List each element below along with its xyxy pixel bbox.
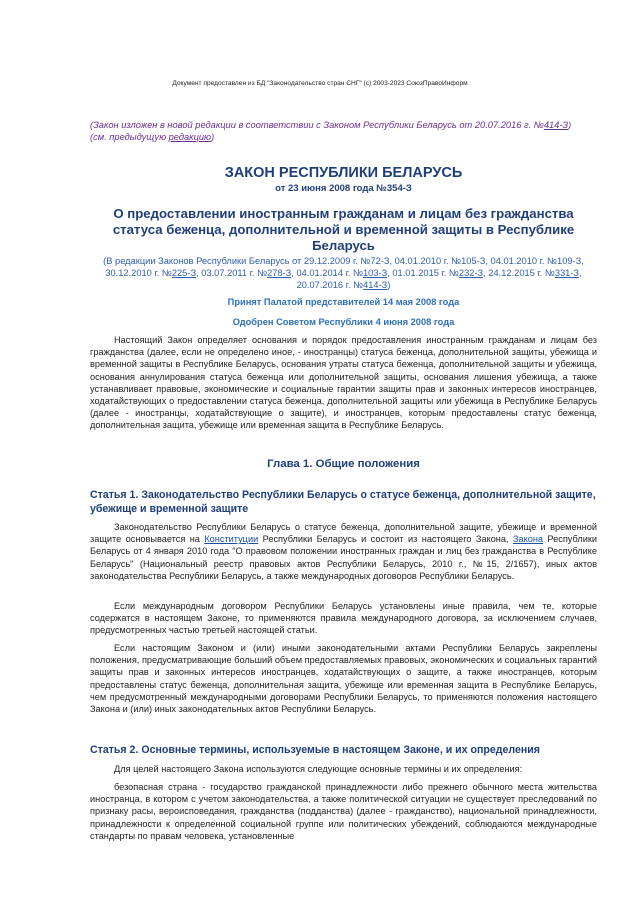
- constitution-link[interactable]: Конституции: [204, 534, 259, 545]
- law-414-link[interactable]: 414-З: [543, 120, 569, 130]
- amendment-link[interactable]: 103-З: [362, 268, 388, 278]
- article-1-paragraph-3: Если настоящим Законом и (или) иными законодательными актами Республики Беларусь закреплены положения, предусматривающие больший объем предоставляемых правовых, экономических и социальных гарантий защиты прав и законных интересов иностранцев, ходатайствующих о защите, а также иностранцев, которым предоставлены статус беженца, дополнительная защита, убежище или временная защита в Республике Беларусь, чем предусмотренный международными договорами Республики Беларусь, то применяются положения настоящего Закона и (или) иных законодательных актов Республики Беларусь.: [90, 643, 597, 715]
- chapter-1-heading: Глава 1. Общие положения: [267, 458, 420, 470]
- article-2-heading: Статья 2. Основные термины, используемые в настоящем Законе, и их определения: [90, 744, 540, 756]
- article-1-paragraph-2: Если международным договором Республики Беларусь установлены иные правила, чем те, которые содержатся в настоящем Законе, то применяются правила международного договора, за исключением случаев, предусмотренных частью третьей настоящей статьи.: [90, 601, 597, 636]
- editorial-note: [90, 119, 597, 143]
- amendment-link[interactable]: 331-З: [554, 268, 580, 278]
- law-date: от 23 июня 2008 года №354-З: [275, 183, 412, 194]
- approved-by-council: Одобрен Советом Республики 4 июня 2008 года: [232, 317, 455, 327]
- source-line: Документ предоставлен из БД "Законодательство стран СНГ" (с) 2003-2023 СоюзПравоИнформ: [172, 80, 468, 87]
- law-subject: О предоставлении иностранным гражданам и лицам без гражданства статуса беженца, дополнительной и временной защиты в Республике Беларусь: [112, 206, 575, 253]
- amendments-list: (В редакции Законов Республики Беларусь от 29.12.2009 г. №72-З, 04.01.2010 г. №105-З, 04.01.2010 г. №109-З, 30.12.2010 г. №225-З, 03.07.2011 г. №278-З, 04.01.2014 г. №103-З, 01.01.2015 г. №232-З, 24.12.2015 г. №331-З, 20.07.2016 г. №414-З): [103, 256, 584, 290]
- law-title: ЗАКОН РЕСПУБЛИКИ БЕЛАРУСЬ: [224, 165, 463, 181]
- amendment-link[interactable]: 414-З: [363, 280, 388, 290]
- article-1-paragraph-1: Законодательство Республики Беларусь о статусе беженца, дополнительной защите, убежище и временной защите основывается на Конституции Республики Беларусь и состоит из настоящего Закона, Закона Республики Беларусь от 4 января 2010 года "О правовом положении иностранных граждан и лиц без гражданства в Республике Беларусь" (Национальный реестр правовых актов Республики Беларусь, 2010 г., №15, 2/1657), иных актов законодательства Республики Беларусь, а также международных договоров Республики Беларусь.: [90, 522, 597, 581]
- foreign-citizens-law-link[interactable]: Закона: [512, 534, 544, 545]
- article-1-heading: Статья 1. Законодательство Республики Беларусь о статусе беженца, дополнительной защите, убежище и временной защите: [90, 489, 596, 515]
- amendment-link[interactable]: 232-З: [458, 268, 484, 278]
- article-2-paragraph-2: безопасная страна - государство гражданской принадлежности либо прежнего обычного места жительства иностранца, в котором с учетом законодательства, а также политической ситуации не существует преследований по признаку расы, вероисповедания, гражданства (подданства) (далее - гражданство), национальной принадлежности, принадлежности к определенной социальной группе или политических убеждений, соблюдаются международные стандарты по правам человека, установленные: [90, 782, 597, 841]
- amendment-link[interactable]: 225-З: [171, 268, 197, 278]
- editorial-note-line1: (Закон изложен в новой редакции в соответствии с Законом Республики Беларусь от 20.07.2016 г. №414-З): [90, 120, 572, 130]
- editorial-note-line2: (см. предыдущую редакцию): [90, 132, 215, 142]
- article-2-paragraph-1: Для целей настоящего Закона используются следующие основные термины и их определения:: [114, 764, 523, 774]
- previous-edition-link[interactable]: редакцию: [168, 132, 212, 142]
- amendment-link[interactable]: 278-З: [267, 268, 292, 278]
- adopted-by-house: Принят Палатой представителей 14 мая 2008 года: [227, 297, 460, 307]
- preamble: Настоящий Закон определяет основания и порядок предоставления иностранным гражданам и лицам без гражданства (далее, если не определено иное, - иностранцы) статуса беженца, дополнительной защиты, убежища и временной защиты в Республике Беларусь, основания утраты статуса беженца, дополнительной защиты и убежища, основания аннулирования статуса беженца или дополнительной защиты, основания лишения убежища, а также устанавливает правовые, экономические и социальные гарантии защиты прав и законных интересов иностранцев, ходатайствующих о предоставлении статуса беженца, дополнительной защиты или убежища в Республике Беларусь (далее - иностранцы, ходатайствующие о защите), и иностранцев, которым предоставлены статус беженца, дополнительная защита, убежище или временная защита в Республике Беларусь.: [90, 335, 597, 431]
